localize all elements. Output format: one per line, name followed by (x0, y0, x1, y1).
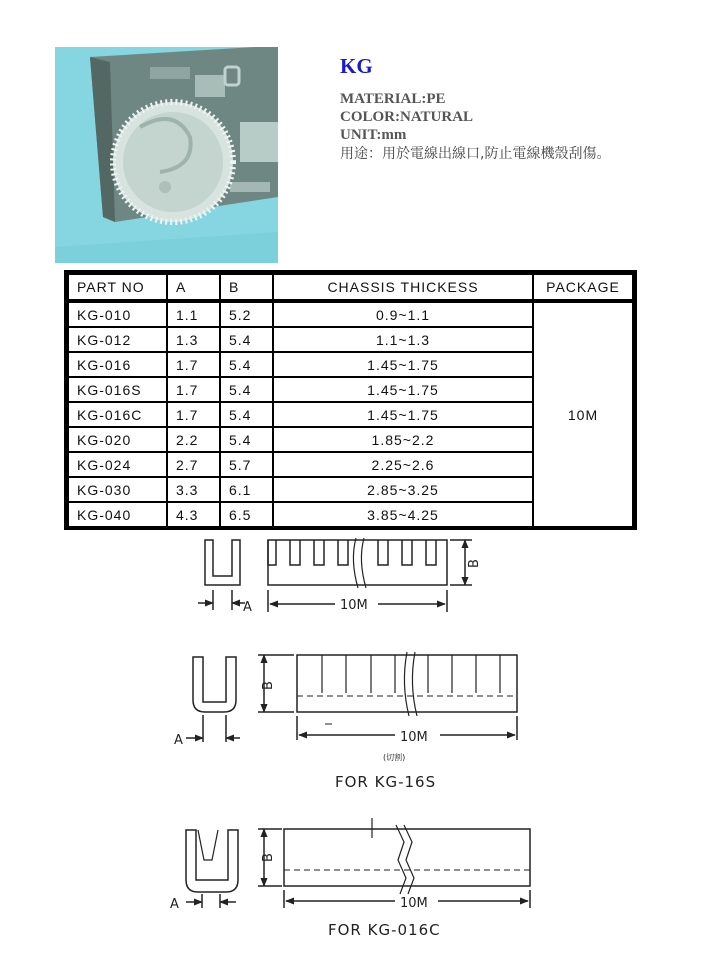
d2-length-label: 10M (400, 730, 428, 745)
cell-part: KG-016 (68, 352, 167, 377)
d3-length-label: 10M (400, 896, 428, 911)
drawing-1 (198, 538, 472, 612)
unit-spec: UNIT:mm (340, 127, 407, 143)
cell-b: 5.4 (220, 402, 273, 427)
cell-a: 1.7 (167, 402, 220, 427)
cell-a: 1.7 (167, 352, 220, 377)
cell-a: 2.2 (167, 427, 220, 452)
cell-a: 3.3 (167, 477, 220, 502)
material-spec: MATERIAL:PE (340, 91, 446, 107)
cell-b: 5.4 (220, 377, 273, 402)
cell-b: 5.4 (220, 352, 273, 377)
cell-a: 4.3 (167, 502, 220, 527)
cell-part: KG-024 (68, 452, 167, 477)
cell-thickness: 1.45~1.75 (273, 377, 533, 402)
cell-a: 2.7 (167, 452, 220, 477)
cell-part: KG-030 (68, 477, 167, 502)
header-b: B (220, 274, 273, 300)
cell-a: 1.1 (167, 300, 220, 327)
u-profile-3 (186, 830, 238, 892)
d3-b-label: B (261, 853, 276, 862)
cell-b: 5.4 (220, 327, 273, 352)
u-profile-2 (193, 657, 236, 712)
cell-package: 10M (533, 300, 633, 527)
header-part-no: PART NO (68, 274, 167, 300)
cell-b: 5.2 (220, 300, 273, 327)
d3-caption: FOR KG-016C (328, 921, 441, 939)
header-package: PACKAGE (533, 274, 633, 300)
product-code: KG (340, 54, 373, 78)
drawing-2 (186, 652, 517, 742)
cell-thickness: 1.45~1.75 (273, 352, 533, 377)
cell-thickness: 2.25~2.6 (273, 452, 533, 477)
d1-b-label: B (467, 559, 482, 568)
cell-thickness: 1.85~2.2 (273, 427, 533, 452)
cell-part: KG-016S (68, 377, 167, 402)
usage-text: 用途：用於電線出線口,防止電線機殼刮傷。 (340, 146, 611, 162)
cell-a: 1.7 (167, 377, 220, 402)
cell-b: 5.4 (220, 427, 273, 452)
cell-part: KG-010 (68, 300, 167, 327)
d2-b-label: B (261, 681, 276, 690)
d1-a-label: A (243, 600, 252, 615)
cell-part: KG-040 (68, 502, 167, 527)
cell-thickness: 1.1~1.3 (273, 327, 533, 352)
cell-part: KG-012 (68, 327, 167, 352)
cell-b: 6.1 (220, 477, 273, 502)
cell-a: 1.3 (167, 327, 220, 352)
cell-b: 5.7 (220, 452, 273, 477)
cell-thickness: 1.45~1.75 (273, 402, 533, 427)
d2-note: (切割) (383, 753, 406, 762)
u-profile-1 (205, 540, 240, 585)
drawing-3 (186, 818, 530, 908)
cell-b: 6.5 (220, 502, 273, 527)
cell-thickness: 2.85~3.25 (273, 477, 533, 502)
cell-part: KG-016C (68, 402, 167, 427)
color-spec: COLOR:NATURAL (340, 109, 474, 125)
cell-thickness: 3.85~4.25 (273, 502, 533, 527)
cell-part: KG-020 (68, 427, 167, 452)
header-a: A (167, 274, 220, 300)
d2-a-label: A (174, 733, 183, 748)
d2-caption: FOR KG-16S (335, 773, 437, 791)
d1-length-label: 10M (340, 598, 368, 613)
d3-a-label: A (170, 897, 179, 912)
header-thickness: CHASSIS THICKESS (273, 274, 533, 300)
cell-thickness: 0.9~1.1 (273, 300, 533, 327)
